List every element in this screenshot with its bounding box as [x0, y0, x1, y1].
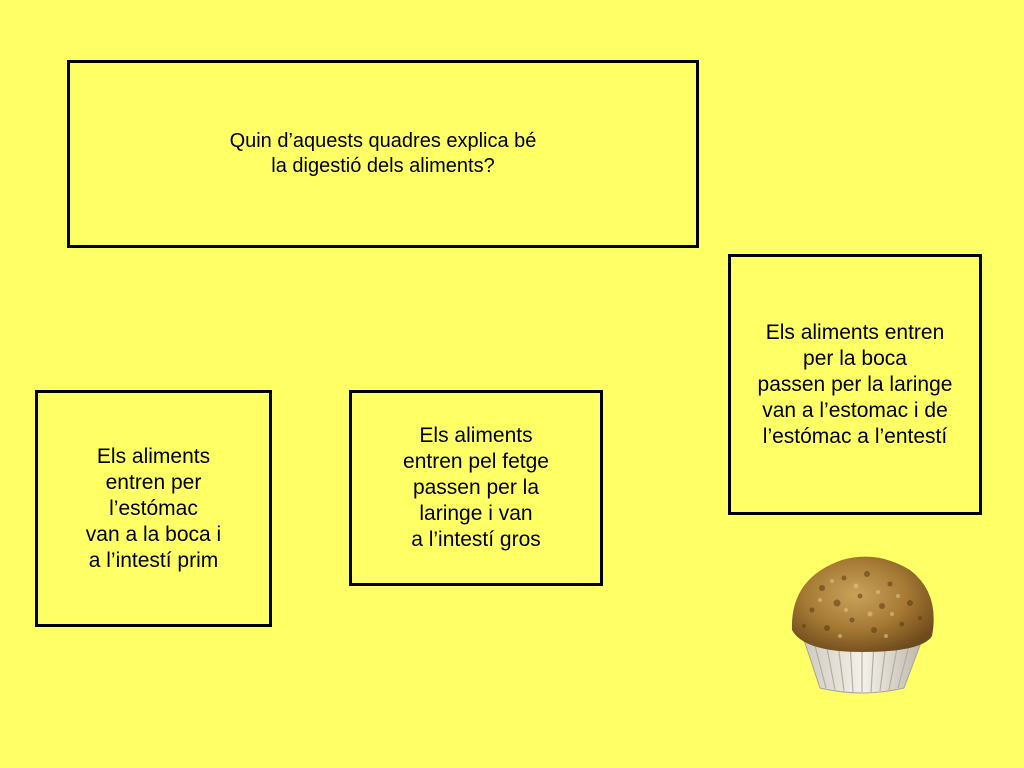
answer-option-2[interactable] [349, 390, 603, 586]
muffin-icon [782, 548, 942, 698]
question-text: Quin d’aquests quadres explica bé la digestió dels aliments? [229, 130, 537, 177]
answer-option-1-text: Els aliments entren per l’estómac van a la boca i a l’intestí prim [85, 444, 222, 572]
answer-option-3[interactable] [728, 254, 982, 515]
answer-option-2-text: Els aliments entren pel fetge passen per la laringe i van a l’intestí gros [403, 424, 549, 551]
answer-option-1[interactable] [35, 390, 272, 627]
question-box [67, 60, 699, 248]
answer-option-3-text: Els aliments entren per la boca passen per la laringe van a l’estomac i de l’estómac a l’entestí [757, 320, 953, 448]
